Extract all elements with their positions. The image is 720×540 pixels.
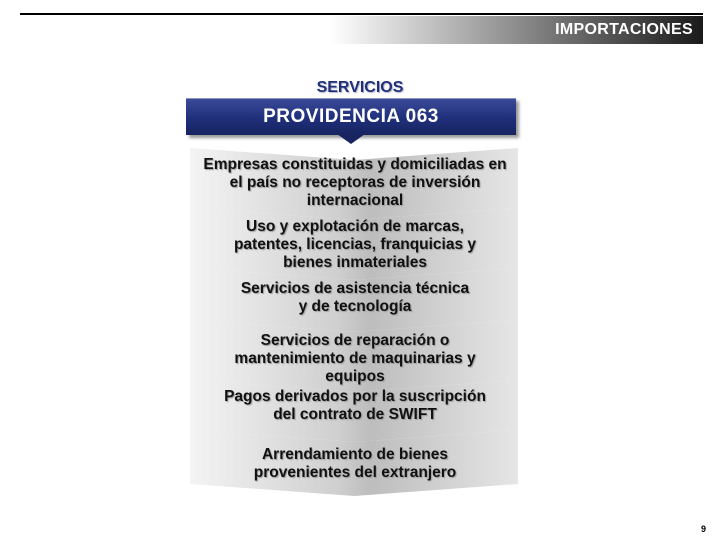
section-label: SERVICIOS	[316, 79, 404, 96]
list-item: Servicios de reparación o mantenimiento de maquinarias y equipos	[234, 332, 476, 385]
header-title: IMPORTACIONES	[555, 21, 693, 38]
list-item: Uso y explotación de marcas, patentes, licencias, franquicias y bienes inmateriales	[233, 218, 477, 271]
list-item: Empresas constituidas y domiciliadas en el país no receptoras de inversión internacional	[203, 156, 507, 209]
list-item: Pagos derivados por la suscripción del contrato de SWIFT	[224, 388, 486, 423]
list-item: Servicios de asistencia técnica y de tecnología	[240, 280, 470, 315]
list-item: Arrendamiento de bienes provenientes del extranjero	[253, 446, 457, 481]
page-number: 9	[700, 524, 706, 534]
title-text: PROVIDENCIA 063	[263, 106, 439, 127]
